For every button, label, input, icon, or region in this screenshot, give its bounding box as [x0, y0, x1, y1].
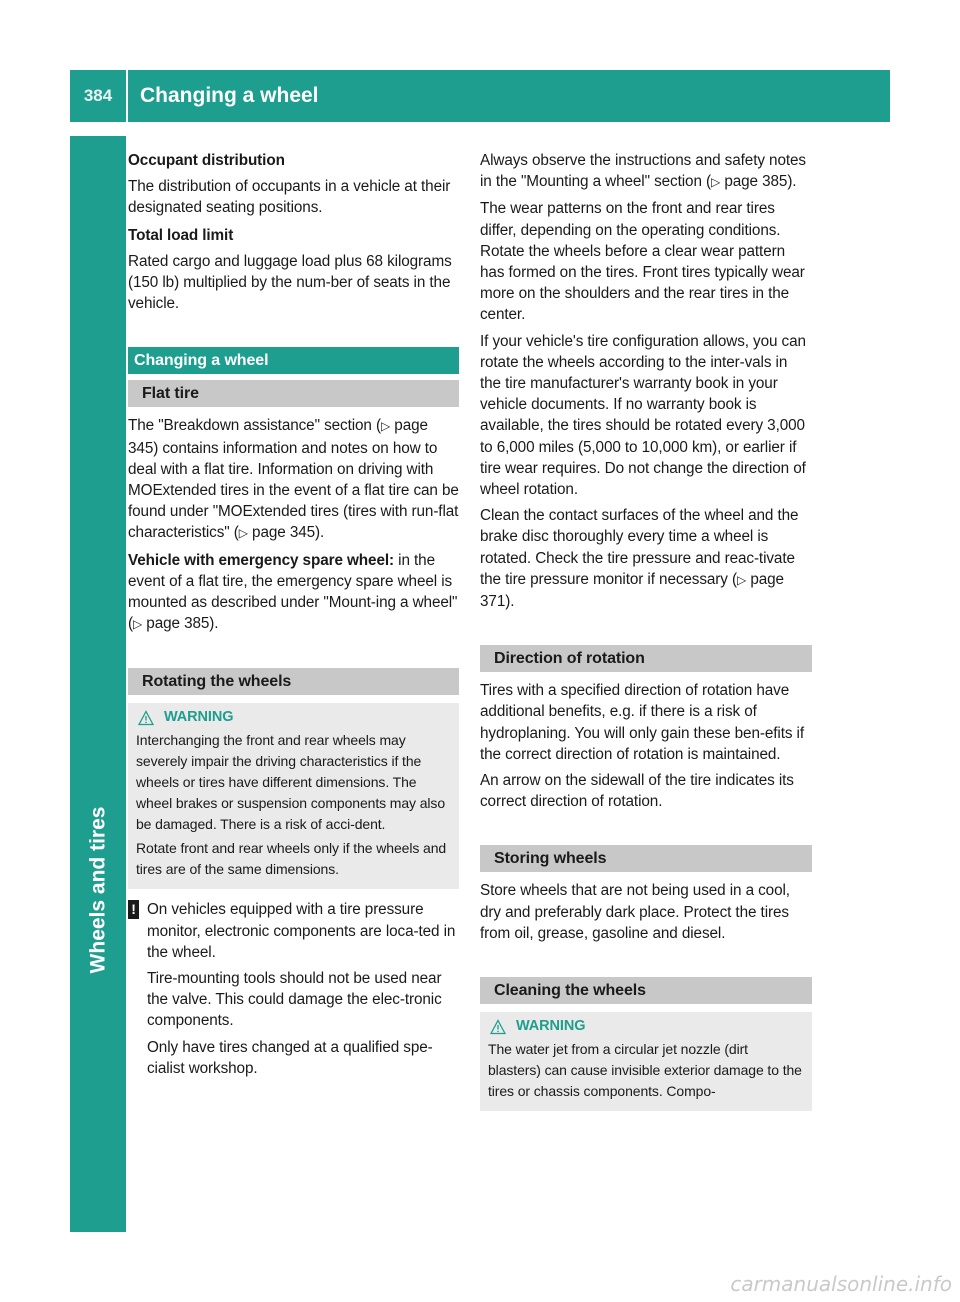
- exclamation-icon: !: [128, 900, 139, 919]
- warning-text: Interchanging the front and rear wheels may severely impair the driving characteristics if the wheels or tires have different dimensions. The wheel brakes or suspension components may also be damaged. There is a risk of acci-dent.: [136, 732, 446, 833]
- warning-box: [480, 1012, 812, 1111]
- page-ref-arrow-icon: ▷: [737, 572, 747, 587]
- body-text: Always observe the instructions and safety notes in the "Mounting a wheel" section (▷ page 385).: [480, 152, 806, 191]
- section-changing-wheel-title: Changing a wheel: [134, 352, 269, 370]
- page-ref-link[interactable]: page 385).: [724, 173, 797, 191]
- page-ref-link[interactable]: page 345).: [252, 524, 325, 542]
- body-text: Store wheels that are not being used in a cool, dry and preferably dark place. Protect the tires from oil, grease, gasoline and diesel.: [480, 882, 790, 942]
- page-number: 384: [83, 86, 113, 105]
- warning-text: Rotate front and rear wheels only if the wheels and tires are of the same dimensions.: [136, 840, 447, 878]
- notice-text: Tire-mounting tools should not be used near the valve. This could damage the elec-tronic components.: [147, 970, 442, 1030]
- body-text: Clean the contact surfaces of the wheel and the brake disc thoroughly every time a wheel is rotated. Check the tire pressure and reac-tivate the tire pressure monitor if necessary (▷ page 371).: [480, 507, 799, 611]
- section-changing-wheel: [128, 347, 459, 374]
- subsection-flat-tire: [128, 380, 459, 407]
- side-tab-label-wrap: [86, 760, 110, 1020]
- subsection-storing-title: Storing wheels: [494, 850, 607, 868]
- warning-label: WARNING: [516, 1018, 586, 1035]
- page-ref-link[interactable]: page 385).: [146, 615, 219, 633]
- page-ref-arrow-icon: ▷: [238, 526, 248, 541]
- notice-block: [128, 899, 459, 1084]
- notice-text: On vehicles equipped with a tire pressure monitor, electronic components are loca-ted in the wheel.: [147, 901, 456, 961]
- spare-wheel-text: Vehicle with emergency spare wheel: in the event of a flat tire, the emergency spare wheel is mounted as described under "Mount-ing a wheel" (▷ page 385).: [128, 551, 458, 633]
- warning-header: [488, 1016, 804, 1037]
- warning-triangle-icon: [138, 710, 154, 726]
- page-ref-link[interactable]: page 371).: [480, 570, 784, 611]
- warning-box: [128, 703, 459, 889]
- warning-label: WARNING: [164, 709, 234, 726]
- warning-text: The water jet from a circular jet nozzle (dirt blasters) can cause invisible exterior damage to the tires or chassis components. Compo-: [488, 1041, 802, 1100]
- subsection-rotating-wheels: [128, 668, 459, 695]
- subsection-direction-title: Direction of rotation: [494, 650, 645, 668]
- subsection-direction: [480, 645, 812, 672]
- spare-wheel-label: Vehicle with emergency spare wheel:: [128, 551, 395, 569]
- subsection-cleaning-title: Cleaning the wheels: [494, 982, 646, 1000]
- notice-text: Only have tires changed at a qualified spe-cialist workshop.: [147, 1038, 433, 1077]
- occupant-text: The distribution of occupants in a vehicle at their designated seating positions.: [128, 178, 451, 217]
- flat-tire-text: The "Breakdown assistance" section (▷ page 345) contains information and notes on how to deal with a flat tire. Information on driving with MOExtended tires in the event of a flat tire can be found under "MOExtended tires (tires with run-flat characteristics" (▷ page 345).: [128, 417, 459, 542]
- side-tab: [70, 136, 126, 1232]
- page-header: [70, 70, 890, 122]
- body-text: Tires with a specified direction of rotation have additional benefits, e.g. if there is a risk of hydroplaning. You will only gain these ben-efits if the correct direction of rotation is maintained.: [480, 682, 804, 763]
- warning-header: [136, 707, 451, 728]
- page-ref-link[interactable]: page 345) contains information and notes on how to deal with a flat tire. Information on driving with MOExtended tires in the event of a flat tire can be found under "MOExtended tires (tires with run-flat characteristics": [128, 417, 459, 542]
- subsection-cleaning: [480, 977, 812, 1004]
- warning-triangle-icon: [490, 1019, 506, 1035]
- subsection-flat-tire-title: Flat tire: [142, 385, 199, 403]
- page-ref-arrow-icon: ▷: [133, 617, 143, 632]
- body-text: An arrow on the sidewall of the tire indicates its correct direction of rotation.: [480, 772, 794, 811]
- right-column: [480, 150, 812, 1121]
- page-ref-arrow-icon: ▷: [381, 419, 391, 434]
- body-text: If your vehicle's tire configuration allows, you can rotate the wheels according to the inter-vals in the tire manufacturer's warranty book in your vehicle documents. If no warranty book is available, the tires should be rotated every 3,000 to 6,000 miles (5,000 to 10,000 km), or earlier if tire wear requires. Do not change the direction of wheel rotation.: [480, 332, 806, 499]
- subsection-storing: [480, 845, 812, 872]
- body-text: The wear patterns on the front and rear tires differ, depending on the operating conditions. Rotate the wheels before a clear wear pattern has formed on the tires. Front tires typically wear more on the shoulders and the rear tires in the center.: [480, 200, 805, 324]
- load-text: Rated cargo and luggage load plus 68 kilograms (150 lb) multiplied by the num-ber of seats in the vehicle.: [128, 252, 452, 313]
- watermark: carmanualsonline.info: [730, 1272, 952, 1296]
- left-column: [128, 150, 459, 1084]
- subsection-rotating-wheels-title: Rotating the wheels: [142, 673, 292, 691]
- page-ref-arrow-icon: ▷: [711, 175, 721, 190]
- side-tab-label: Wheels and tires: [86, 806, 110, 974]
- chapter-title: Changing a wheel: [140, 84, 319, 107]
- occupant-heading: Occupant distribution: [128, 152, 285, 169]
- load-heading: Total load limit: [128, 226, 234, 244]
